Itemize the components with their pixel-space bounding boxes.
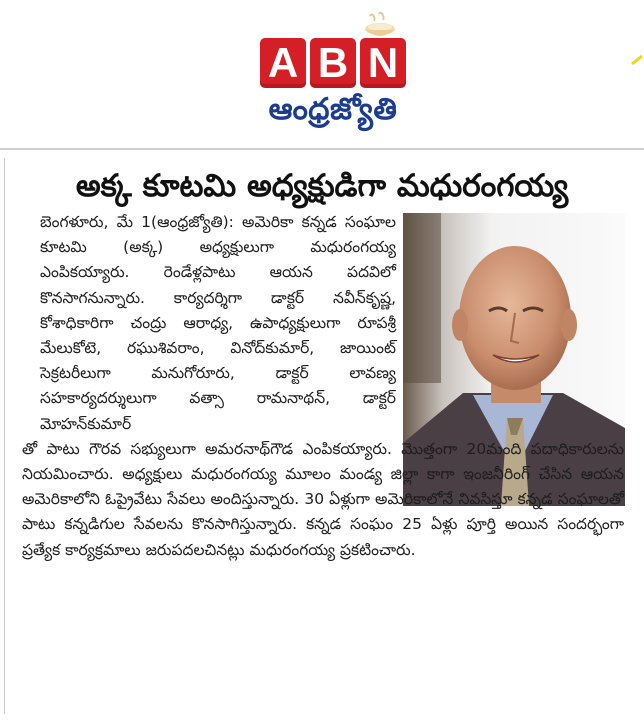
logo-letter-b: B [310,38,356,88]
decorative-mark-icon [630,54,644,66]
article-lead [40,210,396,437]
masthead [0,0,644,148]
logo-letter-n: N [360,38,406,88]
abn-logo [260,38,406,90]
newspaper-name: ఆంధ్రజ్యోతి [268,92,398,127]
article-continuation-block [22,437,624,563]
article-lead-text: అమెరికా కన్నడ సంఘాల కూటమి (అక్క) అధ్యక్షులుగా మధురంగయ్య ఎంపికయ్యారు. రెండేళ్లపాటు ఆయన పదవిలో కొనసాగనున్నారు. కార్యదర్శిగా డాక్టర్ నవీన్‌కృష్ణ, కోశాధికారిగా చంద్రు ఆరాధ్య, ఉపాధ్యక్షులుగా రూపశ్రీ మేలుకోటె, రఘుశివరాం, వినోద్‌కుమార్, జాయింట్ సెక్రటరీలుగా మనుగోరూరు, డాక్టర్ లావణ్య సహకార్యదర్శులుగా వత్సా రామనాథన్, డాక్టర్ మోహన్‌కుమార్ [40,213,396,433]
article-continuation: తో పాటు గౌరవ సభ్యులుగా అమరనాథ్‌గౌడ ఎంపికయ్యారు. మొత్తంగా 20మంది పదాధికారులను నియమించారు. అధ్యక్షులు మధురంగయ్య మూలం మండ్య జిల్లా కాగా ఇంజనీరింగ్ చేసిన ఆయన అమెరికాలోని ఓప్రైవేటు సేవలు అందిస్తున్నారు. 30 ఏళ్లుగా అమెరికాలోనే నివసిస్తూ కన్నడ సంఘాలతో పాటు కన్నడిగుల సేవలను కొనసాగిస్తున్నారు. కన్నడ సంఘం 25 ఏళ్లు పూర్తి అయిన సందర్భంగా ప్రత్యేక కార్యక్రమాలు జరుపదలచినట్లు మధురంగయ్య ప్రకటించారు. [22,439,624,559]
logo-letter-a: A [260,38,306,88]
article-lead-column [40,210,396,437]
article-headline: అక్క కూటమి అధ్యక్షుడిగా మధురంగయ్య [75,168,569,204]
column-rule [4,158,5,714]
article-dateline: బెంగళూరు, మే 1(ఆంధ్రజ్యోతి): [40,213,234,231]
article-body [22,210,624,563]
